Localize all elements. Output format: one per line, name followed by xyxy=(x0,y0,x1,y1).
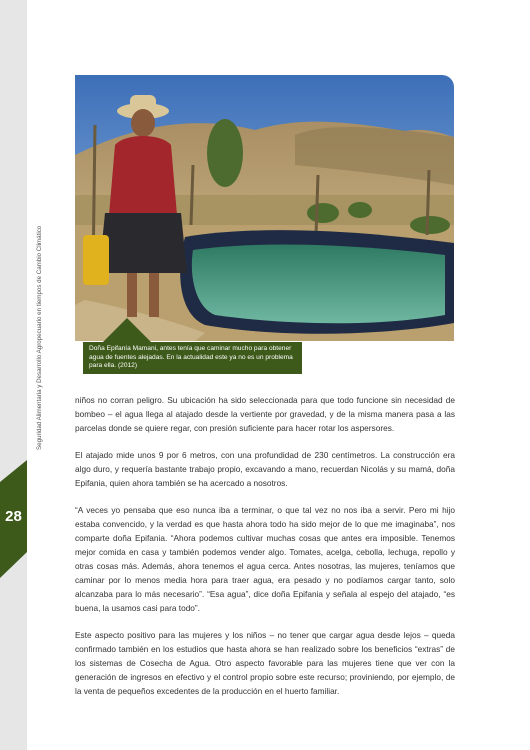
running-head: Seguridad Alimentaria y Desarrollo Agropecuario en tiempos de Cambio Climático xyxy=(36,225,43,450)
photo-illustration xyxy=(75,75,454,341)
page-margin-bar xyxy=(0,0,27,750)
caption-pointer xyxy=(103,318,151,342)
article-body xyxy=(75,393,455,711)
page-number: 28 xyxy=(5,508,22,525)
paragraph-2: El atajado mide unos 9 por 6 metros, con una profundidad de 230 centímetros. La construcción era algo duro, y requería bastante trabajo propio, excavando a mano, recuerdan Nicolás y su mamá, doña Epifania, quien ahora también se ha acercado a nosotros. xyxy=(75,449,455,488)
paragraph-3: “A veces yo pensaba que eso nunca iba a terminar, o que tal vez no nos iba a servir. Pero mi hijo estaba convencido, y la verdad es que hasta ahora todo ha sido mejor de lo que me imaginaba”, nos comparte doña Epifania. “Ahora podemos cultivar muchas cosas que antes era imposible. Tenemos mejor comida en casa y también podemos vender algo. Tomates, acelga, cebolla, lechuga, repollo y otras cosas más. Además, ahora tenemos el agua cerca. Antes nosotras, las mujeres, teníamos que caminar por lo menos media hora para traer agua, era pesado y no podíamos cargar tanto, solo alcanzaba para lo más necesario”. “Esa agua”, dice doña Epifania y señala al espejo del atajado, “es buena, la usamos casi para todo”. xyxy=(75,504,455,614)
paragraph-4: Este aspecto positivo para las mujeres y los niños – no tener que cargar agua desde lejos – queda confirmado también en los estudios que hasta ahora se han realizado sobre los beneficios “extras” de los sistemas de Cosecha de Agua. Otro aspecto favorable para las mujeres tiene que ver con la generación de ingresos en efectivo y el control propio sobre este recurso; proviniendo, por ejemplo, de la venta de pequeños excedentes de la producción en el huerto familiar. xyxy=(75,629,455,697)
paragraph-1: niños no corran peligro. Su ubicación ha sido seleccionada para que todo funcione sin necesidad de bombeo – el agua llega al atajado desde la vertiente por gravedad, y de la misma manera pasa a las parcelas donde se quiere regar, con presión suficiente para hacer rotar los aspersores. xyxy=(75,395,455,434)
photo xyxy=(75,75,454,341)
photo-caption: Doña Epifanía Mamani, antes tenía que caminar mucho para obtener agua de fuentes alejadas. En la actualidad este ya no es un problema para ella. (2012) xyxy=(83,342,302,374)
